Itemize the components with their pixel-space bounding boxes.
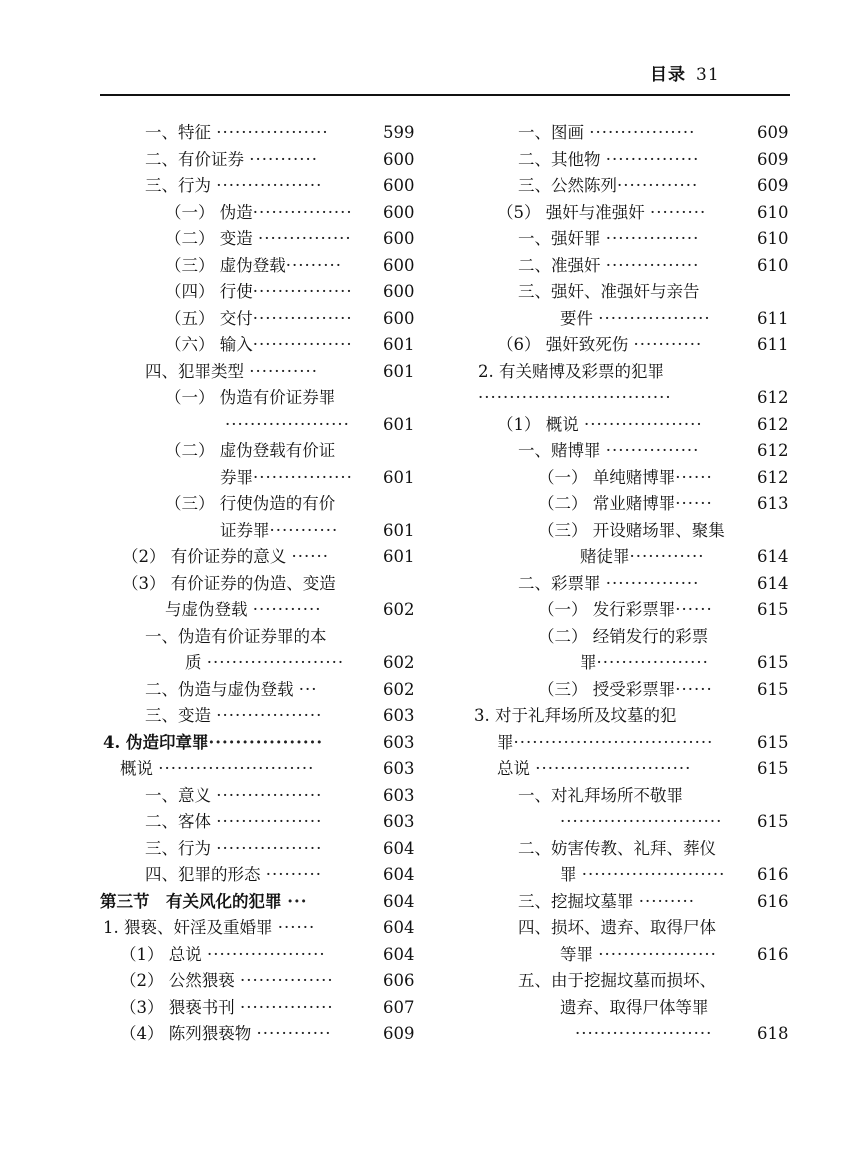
toc-entry	[165, 385, 335, 411]
toc-page-number: 615	[757, 600, 789, 619]
toc-entry	[538, 677, 713, 703]
toc-entry-title: 4. 伪造印章罪	[103, 732, 209, 752]
toc-entry-title: 3. 对于礼拜场所及坟墓的犯	[474, 706, 677, 725]
toc-entry-title: 质	[185, 653, 207, 672]
toc-entry	[580, 544, 704, 570]
toc-page-number: 601	[383, 414, 415, 434]
toc-entry	[518, 173, 698, 199]
toc-entry	[497, 730, 713, 756]
toc-entry	[120, 995, 334, 1021]
toc-entry-title: （3） 有价证券的伪造、变造	[122, 573, 336, 593]
toc-entry-title: 三、行为	[145, 838, 217, 858]
toc-entry	[103, 730, 323, 756]
toc-entry	[518, 120, 695, 146]
toc-entry	[165, 306, 353, 332]
toc-leader-dots: ················	[253, 467, 353, 487]
toc-entry-title: （2） 公然猥亵	[120, 971, 240, 990]
toc-leader-dots: ······················	[575, 1024, 713, 1043]
toc-page-number: 599	[383, 123, 415, 142]
toc-page-number: 612	[757, 388, 789, 407]
toc-page-number: 603	[383, 812, 415, 831]
toc-page-number: 600	[383, 202, 415, 222]
toc-entry	[497, 412, 703, 438]
toc-entry-title: 第三节 有关风化的犯罪	[100, 891, 288, 911]
toc-leader-dots: ···············	[605, 255, 700, 275]
toc-leader-dots: ···············	[240, 997, 334, 1017]
toc-page-number: 603	[383, 759, 415, 778]
toc-entry-title: （四） 行使	[165, 282, 253, 301]
toc-page-number: 610	[757, 202, 789, 222]
toc-entry-title: （五） 交付	[165, 308, 253, 328]
toc-entry-title: （三） 虚伪登载	[165, 255, 286, 275]
toc-leader-dots: ·················	[216, 838, 323, 858]
toc-leader-dots: ·······················	[581, 865, 726, 884]
toc-leader-dots: ······	[675, 679, 713, 699]
toc-entry	[165, 597, 321, 623]
toc-entry-title: 与虚伪登载	[165, 600, 253, 619]
toc-leader-dots: ·········	[285, 255, 342, 275]
toc-entry	[518, 226, 699, 252]
toc-entry-title: 券罪	[220, 467, 253, 487]
toc-leader-dots: ················	[252, 335, 353, 354]
toc-entry-title: （6） 强奸致死伤	[497, 335, 634, 354]
toc-entry	[560, 809, 722, 835]
toc-leader-dots: ···············	[605, 229, 700, 248]
toc-entry-title: （一） 单纯赌博罪	[538, 467, 676, 487]
toc-entry	[165, 438, 335, 464]
toc-page-number: 612	[757, 467, 789, 487]
toc-entry	[120, 968, 334, 994]
toc-entry	[580, 650, 709, 676]
toc-entry-title: 一、对礼拜场所不敬罪	[518, 785, 683, 805]
toc-leader-dots: ···················	[584, 414, 703, 434]
toc-entry-title: 一、强奸罪	[518, 229, 606, 248]
toc-page-number: 610	[757, 229, 789, 248]
toc-entry-title: 要件	[560, 308, 599, 328]
toc-page-number: 616	[757, 891, 789, 911]
toc-entry-title: 三、变造	[145, 706, 217, 725]
toc-entry-title: 二、妨害传教、礼拜、葬仪	[518, 838, 716, 858]
toc-leader-dots: ···············	[240, 971, 334, 990]
toc-leader-dots: ···········	[249, 361, 318, 381]
toc-leader-dots: ················	[252, 308, 353, 328]
toc-page-number: 600	[383, 149, 415, 169]
toc-page-number: 601	[383, 547, 415, 566]
toc-entry-title: （一） 发行彩票罪	[538, 600, 676, 619]
header-page-number: 31	[696, 65, 720, 85]
toc-entry-title: （二） 常业赌博罪	[538, 494, 676, 513]
toc-page-number: 601	[383, 335, 415, 354]
toc-leader-dots: ····················	[225, 414, 350, 434]
toc-entry	[103, 915, 315, 941]
toc-page-number: 612	[757, 414, 789, 434]
toc-entry	[518, 571, 699, 597]
toc-page-number: 603	[383, 785, 415, 805]
toc-entry	[518, 253, 699, 279]
toc-leader-dots: ···················	[207, 944, 326, 964]
toc-entry	[165, 200, 353, 226]
toc-page-number: 602	[383, 653, 415, 672]
toc-entry-title: 罪	[497, 732, 514, 752]
toc-page-number: 603	[383, 732, 415, 752]
toc-entry	[120, 1021, 331, 1047]
toc-entry-title: （三） 行使伪造的有价	[165, 494, 336, 513]
toc-leader-dots: ··················	[596, 653, 709, 672]
toc-leader-dots: ···········	[249, 149, 318, 169]
toc-entry-title: （六） 输入	[165, 335, 253, 354]
toc-entry	[538, 491, 713, 517]
toc-entry	[560, 942, 717, 968]
toc-page-number: 614	[757, 573, 789, 593]
toc-entry-title: （二） 虚伪登载有价证	[165, 441, 336, 460]
toc-entry	[165, 226, 352, 252]
toc-entry-title: 五、由于挖掘坟墓而损坏、	[518, 971, 716, 990]
toc-entry-title: （1） 概说	[497, 414, 584, 434]
toc-entry	[220, 465, 353, 491]
toc-entry-title: （一） 伪造有价证券罪	[165, 388, 336, 407]
toc-entry-title: 2. 有关赌博及彩票的犯罪	[478, 361, 664, 381]
toc-entry-title: 三、挖掘坟墓罪	[518, 891, 639, 911]
toc-entry	[220, 518, 338, 544]
toc-entry	[145, 359, 318, 385]
toc-entry	[100, 889, 307, 915]
toc-entry-title: 罪	[580, 653, 597, 672]
toc-page-number: 607	[383, 997, 415, 1017]
toc-entry	[518, 147, 699, 173]
toc-page-number: 604	[383, 865, 415, 884]
toc-entry-title: 一、意义	[145, 785, 217, 805]
toc-entry	[518, 915, 716, 941]
toc-leader-dots: ·················	[589, 123, 696, 142]
toc-leader-dots: ·················	[216, 706, 323, 725]
toc-leader-dots: ·········	[265, 865, 322, 884]
toc-entry	[538, 597, 713, 623]
toc-leader-dots: ···········	[252, 600, 322, 619]
toc-leader-dots: ······	[675, 600, 713, 619]
toc-entry	[145, 862, 322, 888]
toc-entry	[145, 120, 329, 146]
toc-entry-title: 三、强奸、准强奸与亲告	[518, 282, 700, 301]
toc-entry-title: 概说	[120, 759, 159, 778]
toc-leader-dots: ·················	[216, 785, 323, 805]
toc-page-number: 600	[383, 282, 415, 301]
toc-entry-title: 二、准强奸	[518, 255, 606, 275]
toc-page-number: 604	[383, 838, 415, 858]
toc-leader-dots: ··················	[216, 123, 329, 142]
toc-page-number: 600	[383, 255, 415, 275]
toc-entry	[538, 518, 725, 544]
toc-page-number: 615	[757, 759, 789, 778]
toc-entry	[518, 836, 716, 862]
toc-entry	[560, 306, 711, 332]
toc-page-number: 610	[757, 255, 789, 275]
toc-page-number: 616	[757, 865, 789, 884]
toc-entry	[185, 650, 344, 676]
toc-page-number: 611	[757, 335, 789, 354]
toc-page-number: 609	[383, 1024, 415, 1043]
toc-entry-title: 遗弃、取得尸体等罪	[560, 997, 709, 1017]
toc-leader-dots: ······	[675, 467, 713, 487]
toc-entry-title: 四、犯罪的形态	[145, 865, 266, 884]
toc-leader-dots: ······	[675, 494, 713, 513]
toc-entry-title: 三、公然陈列	[518, 176, 617, 195]
toc-entry	[145, 173, 322, 199]
toc-page-number: 612	[757, 441, 789, 460]
toc-leader-dots: ···················	[598, 944, 717, 964]
toc-leader-dots: ···········	[633, 335, 703, 354]
toc-entry-title: 二、客体	[145, 812, 217, 831]
toc-entry	[474, 703, 677, 729]
toc-leader-dots: ···············	[258, 229, 352, 248]
toc-entry-title: （二） 经销发行的彩票	[538, 626, 709, 646]
toc-entry-title: （二） 变造	[165, 229, 258, 248]
toc-page-number: 618	[757, 1024, 789, 1043]
toc-entry-title: 一、特征	[145, 123, 217, 142]
toc-leader-dots: ·················	[216, 812, 323, 831]
toc-entry-title: 证券罪	[220, 520, 270, 540]
toc-leader-dots: ·························	[535, 759, 692, 778]
toc-entry	[560, 862, 725, 888]
toc-entry	[225, 412, 350, 438]
toc-leader-dots: ···············	[605, 573, 700, 593]
toc-entry-title: （2） 有价证券的意义	[122, 547, 292, 566]
toc-entry-title: （一） 伪造	[165, 202, 253, 222]
toc-page-number: 604	[383, 891, 415, 911]
toc-page-number: 602	[383, 679, 415, 699]
toc-entry-title: 总说	[497, 759, 536, 778]
toc-leader-dots: ···	[287, 891, 308, 911]
toc-entry-title: 罪	[560, 865, 582, 884]
toc-entry	[145, 624, 327, 650]
toc-entry	[120, 756, 314, 782]
toc-entry	[145, 836, 322, 862]
toc-page-number: 604	[383, 944, 415, 964]
toc-entry-title: 一、赌博罪	[518, 441, 606, 460]
toc-entry-title: 二、其他物	[518, 149, 606, 169]
toc-leader-dots: ···	[298, 679, 318, 699]
toc-entry	[518, 968, 716, 994]
toc-entry-title: （4） 陈列猥亵物	[120, 1024, 257, 1043]
toc-entry	[145, 703, 322, 729]
toc-page-number: 609	[757, 176, 789, 195]
toc-entry-title: 二、伪造与虚伪登载	[145, 679, 299, 699]
toc-entry	[122, 571, 336, 597]
toc-entry	[145, 147, 318, 173]
toc-page-number: 606	[383, 971, 415, 990]
toc-page-number: 602	[383, 600, 415, 619]
toc-entry-title: 二、彩票罪	[518, 573, 606, 593]
toc-entry	[518, 783, 683, 809]
toc-entry-title: （三） 授受彩票罪	[538, 679, 676, 699]
toc-entry-title: 四、损坏、遗弃、取得尸体	[518, 918, 716, 937]
toc-entry-title: 1. 猥亵、奸淫及重婚罪	[103, 918, 278, 937]
toc-leader-dots: ······················	[206, 653, 345, 672]
toc-entry	[145, 783, 322, 809]
toc-entry-title: （5） 强奸与准强奸	[497, 202, 650, 222]
toc-page-number: 603	[383, 706, 415, 725]
toc-entry	[165, 279, 353, 305]
toc-entry-title: 等罪	[560, 944, 599, 964]
toc-page-number: 600	[383, 308, 415, 328]
toc-entry	[518, 438, 699, 464]
toc-page-number: 616	[757, 944, 789, 964]
toc-leader-dots: ···········	[269, 520, 339, 540]
toc-entry	[518, 889, 695, 915]
toc-page-number: 615	[757, 812, 789, 831]
header-rule	[100, 94, 790, 96]
toc-entry	[120, 942, 326, 968]
toc-entry	[145, 677, 318, 703]
toc-entry	[538, 624, 708, 650]
toc-leader-dots: ································	[513, 732, 714, 752]
toc-leader-dots: ················	[252, 202, 353, 222]
toc-leader-dots: ···············	[605, 441, 700, 460]
toc-entry-title: 三、行为	[145, 176, 217, 195]
toc-entry-title: 四、犯罪类型	[145, 361, 250, 381]
toc-page-number: 611	[757, 308, 789, 328]
toc-entry-title: 二、有价证券	[145, 149, 250, 169]
toc-entry	[497, 756, 691, 782]
toc-entry-title: 一、图画	[518, 123, 590, 142]
toc-leader-dots: ··························	[560, 812, 723, 831]
toc-entry	[145, 809, 322, 835]
toc-entry	[122, 544, 329, 570]
toc-entry	[575, 1021, 712, 1047]
toc-leader-dots: ·························	[158, 759, 315, 778]
toc-page-number: 615	[757, 732, 789, 752]
toc-page-number: 604	[383, 918, 415, 937]
toc-entry-title: （三） 开设赌场罪、聚集	[538, 520, 725, 540]
toc-leader-dots: ·················	[216, 176, 323, 195]
toc-entry-title: （3） 猥亵书刊	[120, 997, 240, 1017]
toc-leader-dots: ·············	[617, 176, 699, 195]
toc-leader-dots: ················	[252, 282, 353, 301]
toc-leader-dots: ············	[629, 547, 705, 566]
toc-entry	[497, 200, 706, 226]
toc-page-number: 615	[757, 679, 789, 699]
toc-leader-dots: ······	[277, 918, 316, 937]
toc-leader-dots: ············	[256, 1024, 332, 1043]
toc-page-number: 614	[757, 547, 789, 566]
toc-entry-title: （1） 总说	[120, 944, 207, 964]
toc-entry	[497, 332, 702, 358]
toc-page-number: 609	[757, 123, 789, 142]
toc-page-number: 600	[383, 176, 415, 195]
page-header	[650, 60, 720, 85]
toc-entry	[165, 253, 342, 279]
toc-entry	[518, 279, 700, 305]
toc-page-number: 601	[383, 520, 415, 540]
toc-page-number: 601	[383, 361, 415, 381]
toc-entry	[165, 491, 335, 517]
toc-leader-dots: ·······························	[478, 388, 672, 407]
toc-entry	[478, 385, 672, 411]
toc-entry-title: 赌徒罪	[580, 547, 630, 566]
toc-page-number: 615	[757, 653, 789, 672]
toc-leader-dots: ·········	[638, 891, 695, 911]
toc-leader-dots: ··················	[598, 308, 711, 328]
header-title: 目录	[650, 65, 686, 85]
toc-page-number: 613	[757, 494, 789, 513]
toc-entry	[560, 995, 709, 1021]
toc-leader-dots: ···············	[605, 149, 700, 169]
toc-page-number: 601	[383, 467, 415, 487]
toc-page-number: 609	[757, 149, 789, 169]
toc-leader-dots: ·················	[208, 732, 324, 752]
toc-entry-title: 一、伪造有价证券罪的本	[145, 626, 327, 646]
toc-entry	[478, 359, 664, 385]
toc-page-number: 600	[383, 229, 415, 248]
toc-entry	[165, 332, 353, 358]
toc-entry	[538, 465, 713, 491]
toc-leader-dots: ······	[291, 547, 329, 566]
toc-leader-dots: ·········	[650, 202, 707, 222]
